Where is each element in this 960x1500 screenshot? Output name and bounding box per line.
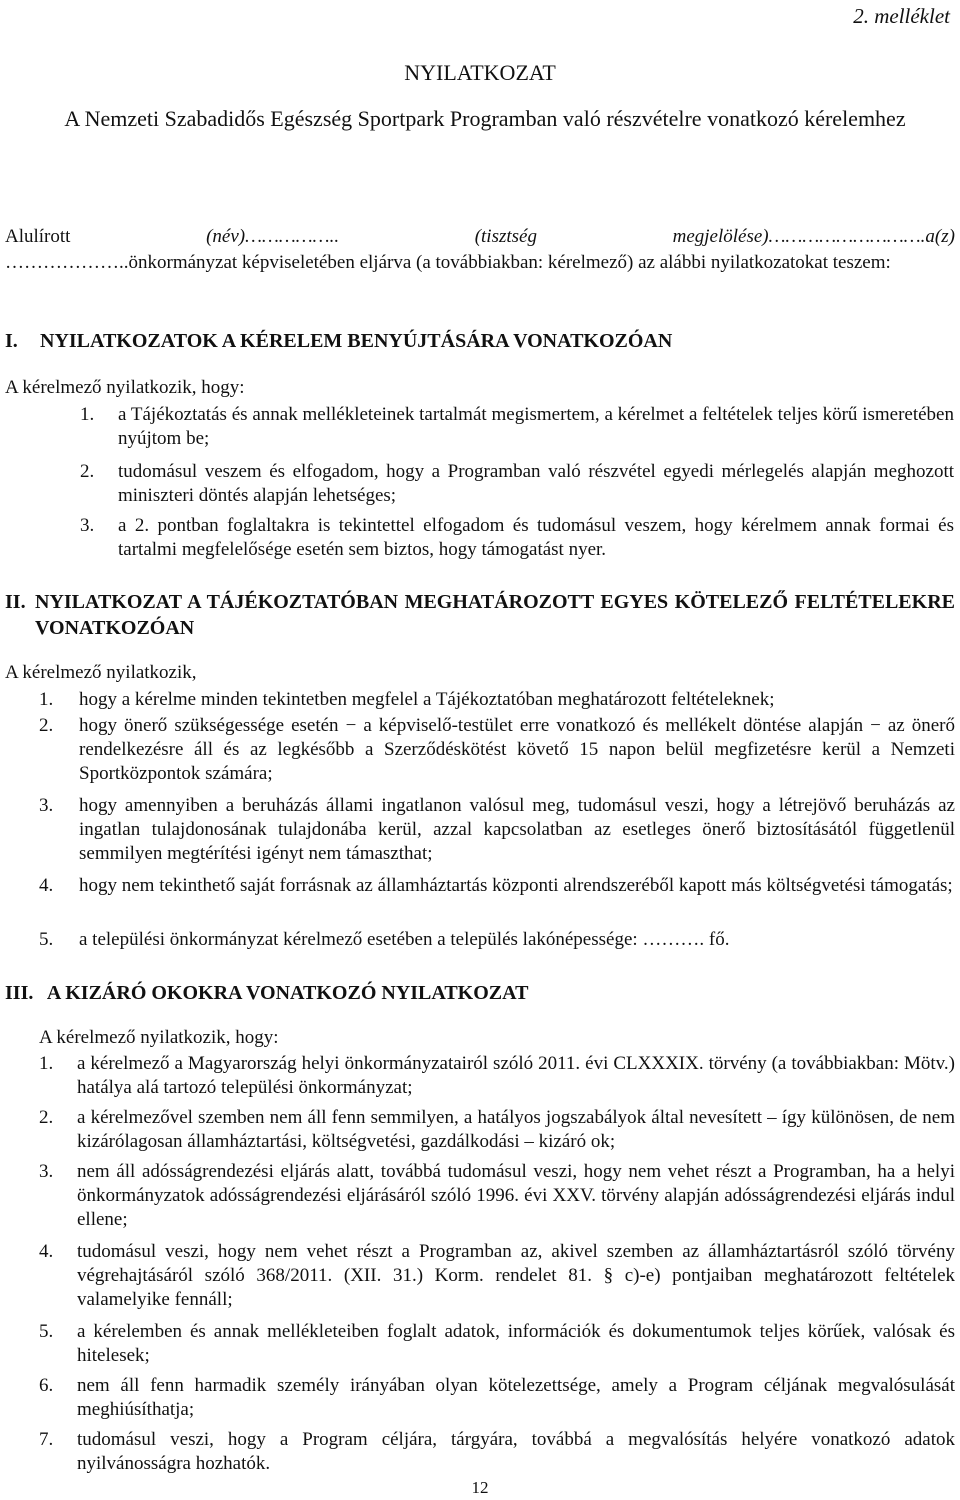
list-item <box>80 403 954 459</box>
item-number: 4. <box>39 875 54 896</box>
list-item <box>39 1320 955 1373</box>
item-number: 1. <box>80 404 95 425</box>
section-number: III. <box>5 982 34 1004</box>
item-number: 1. <box>39 689 54 710</box>
intro-word-group <box>673 224 955 250</box>
item-number: 3. <box>39 1161 54 1182</box>
item-text: hogy önerő szükségessége esetén − a képviselő-testület erre vonatkozó és mellékelt döntése alapján − az önerő rendelkezésre áll és az legkésőbb a Szerződéskötést követő 15 napon belül megfizetésre kerül a Nemzeti Sportközpontok számára; <box>79 715 955 784</box>
section-lead: A kérelmező nyilatkozik, hogy: <box>39 1027 279 1048</box>
item-number: 3. <box>39 795 54 816</box>
item-text: a kérelmezővel szemben nem áll fenn semmilyen, a hatályos jogszabályok által nevesített – így különösen, de nem kizárólagosan államháztartási, költségvetési, gazdálkodási – kizáró ok; <box>77 1107 955 1152</box>
list-item <box>39 928 955 952</box>
item-text: tudomásul veszem és elfogadom, hogy a Programban való részvétel egyedi mérlegelés alapján meghozott miniszteri döntés alapján lehetséges; <box>118 461 954 506</box>
item-text: a kérelemben és annak mellékleteiben foglalt adatok, információk és dokumentumok teljes körűek, valósak és hitelesek; <box>77 1321 955 1366</box>
intro-first-line <box>5 224 955 250</box>
item-text: a 2. pontban foglaltakra is tekintettel elfogadom és tudomásul veszem, hogy kérelmem annak formai és tartalmi megfelelősége esetén sem biztos, hogy támogatást nyer. <box>118 515 954 560</box>
item-number: 5. <box>39 1321 54 1342</box>
item-text: hogy a kérelme minden tekintetben megfelel a Tájékoztatóban meghatározott feltételeknek; <box>79 689 775 710</box>
section-lead: A kérelmező nyilatkozik, <box>5 662 197 683</box>
list-item <box>39 874 955 927</box>
document-subtitle: A Nemzeti Szabadidős Egészség Sportpark Programban való részvételre vonatkozó kérelemhez <box>64 106 906 131</box>
intro-word: (név)…………….. <box>206 226 340 247</box>
section-1-list <box>80 403 954 563</box>
intro-word: (tisztség <box>474 226 537 247</box>
item-text: nem áll fenn harmadik személy irányában olyan kötelezettsége, amely a Program céljának megvalósulását meghiúsíthatja; <box>77 1375 955 1420</box>
document-title: NYILATKOZAT <box>404 60 556 85</box>
item-text: a kérelmező a Magyarország helyi önkormányzatairól szóló 2011. évi CLXXXIX. törvény (a továbbiakban: Mötv.) hatálya alá tartozó települési önkormányzat; <box>77 1053 955 1098</box>
item-number: 2. <box>80 461 95 482</box>
section-heading-1 <box>5 328 955 354</box>
list-item <box>39 1106 955 1159</box>
page-number: 12 <box>471 1478 489 1497</box>
list-item <box>39 1160 955 1239</box>
section-lead: A kérelmező nyilatkozik, hogy: <box>5 377 245 398</box>
annex-label: 2. melléklet <box>853 4 950 28</box>
section-heading-2 <box>5 589 955 641</box>
section-2-list <box>39 688 955 953</box>
item-number: 1. <box>39 1053 54 1074</box>
section-title: NYILATKOZATOK A KÉRELEM BENYÚJTÁSÁRA VONATKOZÓAN <box>40 330 673 352</box>
item-number: 2. <box>39 715 54 736</box>
list-item <box>39 794 955 873</box>
section-3-list <box>39 1052 955 1477</box>
list-item <box>80 460 954 513</box>
intro-word: Alulírott <box>5 226 71 247</box>
item-number: 4. <box>39 1241 54 1262</box>
item-text: hogy amennyiben a beruházás állami ingatlanon valósul meg, tudomásul veszi, hogy a létrejövő beruházás az ingatlan tulajdonosának tulajdonába kerül, azzal kapcsolatban az esetleges önerő biztosításától függetlenül semmilyen megtérítési igényt nem támaszthat; <box>79 795 955 864</box>
section-heading-3 <box>5 980 955 1006</box>
intro-paragraph <box>5 224 955 276</box>
item-text: a Tájékoztatás és annak mellékleteinek tartalmát megismertem, a kérelmet a feltételek teljes körű ismeretében nyújtom be; <box>118 404 954 449</box>
item-text: a települési önkormányzat kérelmező esetében a település lakónépessége: ………. fő. <box>79 929 730 950</box>
item-number: 3. <box>80 515 95 536</box>
item-number: 7. <box>39 1429 54 1450</box>
section-number: II. <box>5 591 26 613</box>
section-title: NYILATKOZAT A TÁJÉKOZTATÓBAN MEGHATÁROZOTT EGYES KÖTELEZŐ FELTÉTELEKRE VONATKOZÓAN <box>35 591 955 639</box>
intro-word: megjelölése)……………………….a(z) <box>672 226 955 247</box>
list-item <box>39 1052 955 1105</box>
list-item <box>39 714 955 793</box>
list-item <box>80 514 954 562</box>
item-number: 2. <box>39 1107 54 1128</box>
item-text: tudomásul veszi, hogy a Program céljára, tárgyára, továbbá a megvalósítás helyére vonatkozó adatok nyilvánosságra hozhatók. <box>77 1429 955 1474</box>
intro-rest: ………………..önkormányzat képviseletében eljárva (a továbbiakban: kérelmező) az alábbi nyilatkozatokat teszem: <box>5 252 891 273</box>
list-item <box>39 1374 955 1427</box>
item-text: hogy nem tekinthető saját forrásnak az államháztartás központi alrendszeréből kapott más költségvetési támogatás; <box>79 875 953 896</box>
section-number: I. <box>5 330 18 352</box>
list-item <box>39 1240 955 1319</box>
item-number: 5. <box>39 929 54 950</box>
list-item <box>39 688 955 713</box>
item-text: tudomásul veszi, hogy nem vehet részt a Programban az, akivel szemben az államháztartásról szóló törvény végrehajtásáról szóló 368/2011. (XII. 31.) Korm. rendelet 81. § c)-e) pontjaiban meghatározott feltételek valamelyike fennáll; <box>77 1241 955 1310</box>
section-title: A KIZÁRÓ OKOKRA VONATKOZÓ NYILATKOZAT <box>46 982 529 1004</box>
item-text: nem áll adósságrendezési eljárás alatt, továbbá tudomásul veszi, hogy nem vehet részt a Programban, ha a helyi önkormányzatok adósságrendezési eljárásáról szóló 1996. évi XXV. törvény alapján adósságrendezési eljárás indul ellene; <box>77 1161 955 1230</box>
item-number: 6. <box>39 1375 54 1396</box>
list-item <box>39 1428 955 1476</box>
